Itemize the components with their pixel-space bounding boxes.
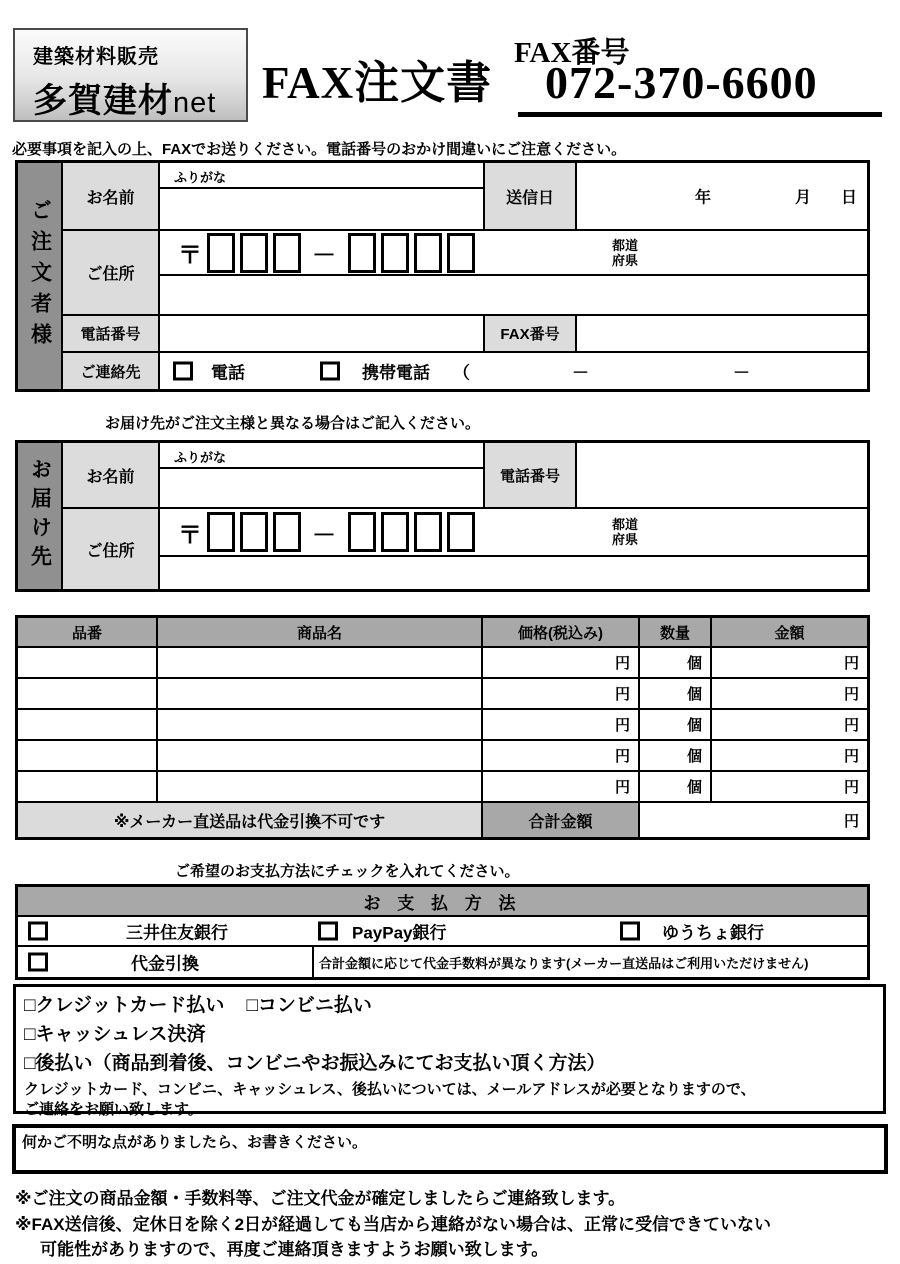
logo-brand-suffix: net xyxy=(173,87,217,119)
orderer-phone-label: 電話番号 xyxy=(63,316,160,351)
delivery-note: お届け先がご注文主様と異なる場合はご記入ください。 xyxy=(105,415,481,432)
delivery-address-row xyxy=(63,509,867,589)
bank-yucho-label: ゆうちょ銀行 xyxy=(662,923,764,943)
product-row xyxy=(18,679,867,710)
total-amount-cell[interactable]: 円 xyxy=(843,812,859,830)
cod-label: 代金引換 xyxy=(131,954,199,974)
product-name-input[interactable] xyxy=(158,741,483,770)
logo-brand-jp: 多賀建材 xyxy=(33,82,173,120)
orderer-name-area xyxy=(160,163,485,229)
orderer-name-row xyxy=(63,163,867,231)
contact-phone-checkbox[interactable] xyxy=(173,362,193,381)
contact-dash-2: － xyxy=(733,363,750,383)
postal-digit-box[interactable] xyxy=(414,233,442,273)
postal-digit-box[interactable] xyxy=(381,512,409,552)
amount-cell[interactable]: 円 xyxy=(843,748,859,765)
orderer-postal-row xyxy=(160,231,867,276)
fax-number-underline xyxy=(518,112,882,117)
deferred-payment-option[interactable]: □後払い（商品到着後、コンビニやお振込みにてお支払い頂く方法） xyxy=(24,1053,606,1074)
convenience-store-option[interactable]: □コンビニ払い xyxy=(246,995,372,1016)
orderer-contact-label: ご連絡先 xyxy=(63,353,160,389)
postal-digit-box[interactable] xyxy=(381,233,409,273)
product-footer-row xyxy=(18,803,867,837)
amount-cell[interactable]: 円 xyxy=(843,686,859,703)
payment-method-header: お 支 払 方 法 xyxy=(18,887,867,917)
col-item-no-header: 品番 xyxy=(18,618,158,646)
form-title: FAX注文書 xyxy=(262,58,493,108)
prefecture-line1: 都道 xyxy=(612,517,639,532)
item-no-input[interactable] xyxy=(18,772,158,801)
delivery-phone-input[interactable] xyxy=(577,443,867,507)
contact-open-paren: （ xyxy=(453,363,470,383)
orderer-furigana-label: ふりがな xyxy=(160,163,483,189)
price-cell[interactable]: 円 xyxy=(483,710,640,739)
product-header-row xyxy=(18,618,867,648)
send-date-input[interactable] xyxy=(577,163,867,229)
postal-digit-box[interactable] xyxy=(348,512,376,552)
prefecture-label xyxy=(612,517,638,547)
product-row xyxy=(18,648,867,679)
footnote-fax-receipt-line2: 可能性がありますので、再度ご連絡頂きますようお願い致します。 xyxy=(40,1240,549,1259)
footnote-price-confirmation: ※ご注文の商品金額・手数料等、ご注文代金が確定しましたらご連絡致します。 xyxy=(15,1189,626,1208)
delivery-name-label: お名前 xyxy=(63,443,160,507)
contact-mobile-label: 携帯電話 xyxy=(362,363,430,383)
prefecture-line2: 府県 xyxy=(612,252,639,268)
postal-digit-box[interactable] xyxy=(240,233,268,273)
postal-digit-box[interactable] xyxy=(348,233,376,273)
postal-digit-box[interactable] xyxy=(447,512,475,552)
cashless-option[interactable]: □キャッシュレス決済 xyxy=(24,1024,206,1045)
amount-cell[interactable]: 円 xyxy=(843,655,859,672)
orderer-name-input[interactable] xyxy=(160,189,483,229)
delivery-name-area xyxy=(160,443,485,507)
postal-digit-box[interactable] xyxy=(447,233,475,273)
month-label: 月 xyxy=(795,189,812,207)
qty-cell[interactable]: 個 xyxy=(640,772,712,801)
bank-smbc-label: 三井住友銀行 xyxy=(126,923,228,943)
contact-mobile-checkbox[interactable] xyxy=(320,362,340,381)
delivery-postal-row xyxy=(160,509,867,557)
day-label: 日 xyxy=(840,189,857,207)
product-name-input[interactable] xyxy=(158,648,483,677)
product-table xyxy=(15,615,870,840)
postal-dash: － xyxy=(312,242,336,269)
orderer-contact-area xyxy=(160,353,867,389)
price-cell[interactable]: 円 xyxy=(483,648,640,677)
product-name-input[interactable] xyxy=(158,710,483,739)
footnote-fax-receipt-line1: ※FAX送信後、定休日を除く2日が経過しても当店から連絡がない場合は、正常に受信できていない xyxy=(15,1215,772,1234)
orderer-fax-label: FAX番号 xyxy=(485,316,577,351)
price-cell[interactable]: 円 xyxy=(483,772,640,801)
orderer-address-area xyxy=(160,231,867,314)
item-no-input[interactable] xyxy=(18,679,158,708)
postal-digit-box[interactable] xyxy=(414,512,442,552)
product-name-input[interactable] xyxy=(158,679,483,708)
orderer-contact-row xyxy=(63,353,867,389)
payment-table xyxy=(15,884,870,980)
delivery-name-row xyxy=(63,443,867,509)
qty-cell[interactable]: 個 xyxy=(640,710,712,739)
prefecture-label xyxy=(612,238,638,268)
payment-instruction: ご希望のお支払方法にチェックを入れてください。 xyxy=(175,863,520,880)
product-row xyxy=(18,772,867,803)
postal-digit-box[interactable] xyxy=(240,512,268,552)
orderer-phone-input[interactable] xyxy=(160,316,485,351)
product-row xyxy=(18,741,867,772)
delivery-address-input[interactable] xyxy=(160,557,867,589)
amount-cell[interactable]: 円 xyxy=(843,717,859,734)
contact-phone-label: 電話 xyxy=(211,363,245,383)
logo-brand xyxy=(33,73,246,122)
qty-cell[interactable]: 個 xyxy=(640,648,712,677)
cod-note-cell xyxy=(312,947,867,977)
orderer-band: ご注文者様 xyxy=(18,163,63,389)
total-amount-label: 合計金額 xyxy=(483,803,640,837)
price-cell[interactable]: 円 xyxy=(483,679,640,708)
delivery-address-label: ご住所 xyxy=(63,509,160,589)
col-price-header: 価格(税込み) xyxy=(483,618,640,646)
bank-smbc-checkbox[interactable] xyxy=(28,922,48,941)
postal-mark: 〒 xyxy=(178,521,202,549)
delivery-furigana-label: ふりがな xyxy=(160,443,483,469)
orderer-address-input[interactable] xyxy=(160,276,867,314)
credit-note-line2: ご連絡をお願い致します。 xyxy=(24,1102,203,1118)
product-row xyxy=(18,710,867,741)
other-payment-box xyxy=(13,984,886,1118)
fax-number-value: 072-370-6600 xyxy=(545,57,818,108)
col-qty-header: 数量 xyxy=(640,618,712,646)
orderer-address-row xyxy=(63,231,867,316)
postal-digit-box[interactable] xyxy=(273,512,301,552)
direct-shipping-note: ※メーカー直送品は代金引換不可です xyxy=(18,803,483,837)
send-date-label: 送信日 xyxy=(485,163,577,229)
item-no-input[interactable] xyxy=(18,710,158,739)
contact-dash-1: － xyxy=(572,363,589,383)
postal-digit-box[interactable] xyxy=(273,233,301,273)
credit-card-option[interactable]: □クレジットカード払い xyxy=(24,995,225,1016)
comments-label: 何かご不明な点がありましたら、お書きください。 xyxy=(22,1135,368,1151)
postal-dash: － xyxy=(312,521,336,549)
year-label: 年 xyxy=(695,189,712,207)
form-instruction: 必要事項を記入の上、FAXでお送りください。電話番号のおかけ間違いにご注意ください。 xyxy=(12,141,627,158)
orderer-fax-input[interactable] xyxy=(577,316,867,351)
credit-note-line1: クレジットカード、コンビニ、キャッシュレス、後払いについては、メールアドレスが必要となりますので、 xyxy=(24,1082,756,1098)
orderer-phone-row xyxy=(63,316,867,353)
fax-number-label: FAX番号 xyxy=(514,37,630,69)
qty-cell[interactable]: 個 xyxy=(640,741,712,770)
orderer-address-label: ご住所 xyxy=(63,231,160,314)
comments-box[interactable] xyxy=(12,1124,888,1174)
cod-row xyxy=(18,947,867,977)
product-name-input[interactable] xyxy=(158,772,483,801)
col-amount-header: 金額 xyxy=(712,618,867,646)
bank-yucho-checkbox[interactable] xyxy=(620,922,640,941)
cod-note: 合計金額に応じて代金手数料が異なります(メーカー直送品はご利用いただけません) xyxy=(319,955,809,971)
item-no-input[interactable] xyxy=(18,741,158,770)
qty-cell[interactable]: 個 xyxy=(640,679,712,708)
orderer-table xyxy=(15,160,870,392)
bank-options-row xyxy=(18,917,867,947)
orderer-name-label: お名前 xyxy=(63,163,160,229)
prefecture-line1: 都道 xyxy=(612,237,639,253)
bank-paypay-label: PayPay銀行 xyxy=(352,923,447,943)
company-logo xyxy=(13,28,248,122)
delivery-table xyxy=(15,440,870,592)
item-no-input[interactable] xyxy=(18,648,158,677)
delivery-address-area xyxy=(160,509,867,589)
bank-paypay-checkbox[interactable] xyxy=(318,922,338,941)
logo-tagline: 建築材料販売 xyxy=(33,46,159,68)
amount-cell[interactable]: 円 xyxy=(843,779,859,796)
delivery-phone-label: 電話番号 xyxy=(485,443,577,507)
price-cell[interactable]: 円 xyxy=(483,741,640,770)
credit-line-1 xyxy=(24,991,873,1020)
postal-mark: 〒 xyxy=(178,242,202,269)
postal-digit-box[interactable] xyxy=(207,233,235,273)
delivery-name-input[interactable] xyxy=(160,469,483,507)
postal-digit-box[interactable] xyxy=(207,512,235,552)
col-product-name-header: 商品名 xyxy=(158,618,483,646)
delivery-band: お届け先 xyxy=(18,443,63,589)
prefecture-line2: 府県 xyxy=(612,532,639,547)
